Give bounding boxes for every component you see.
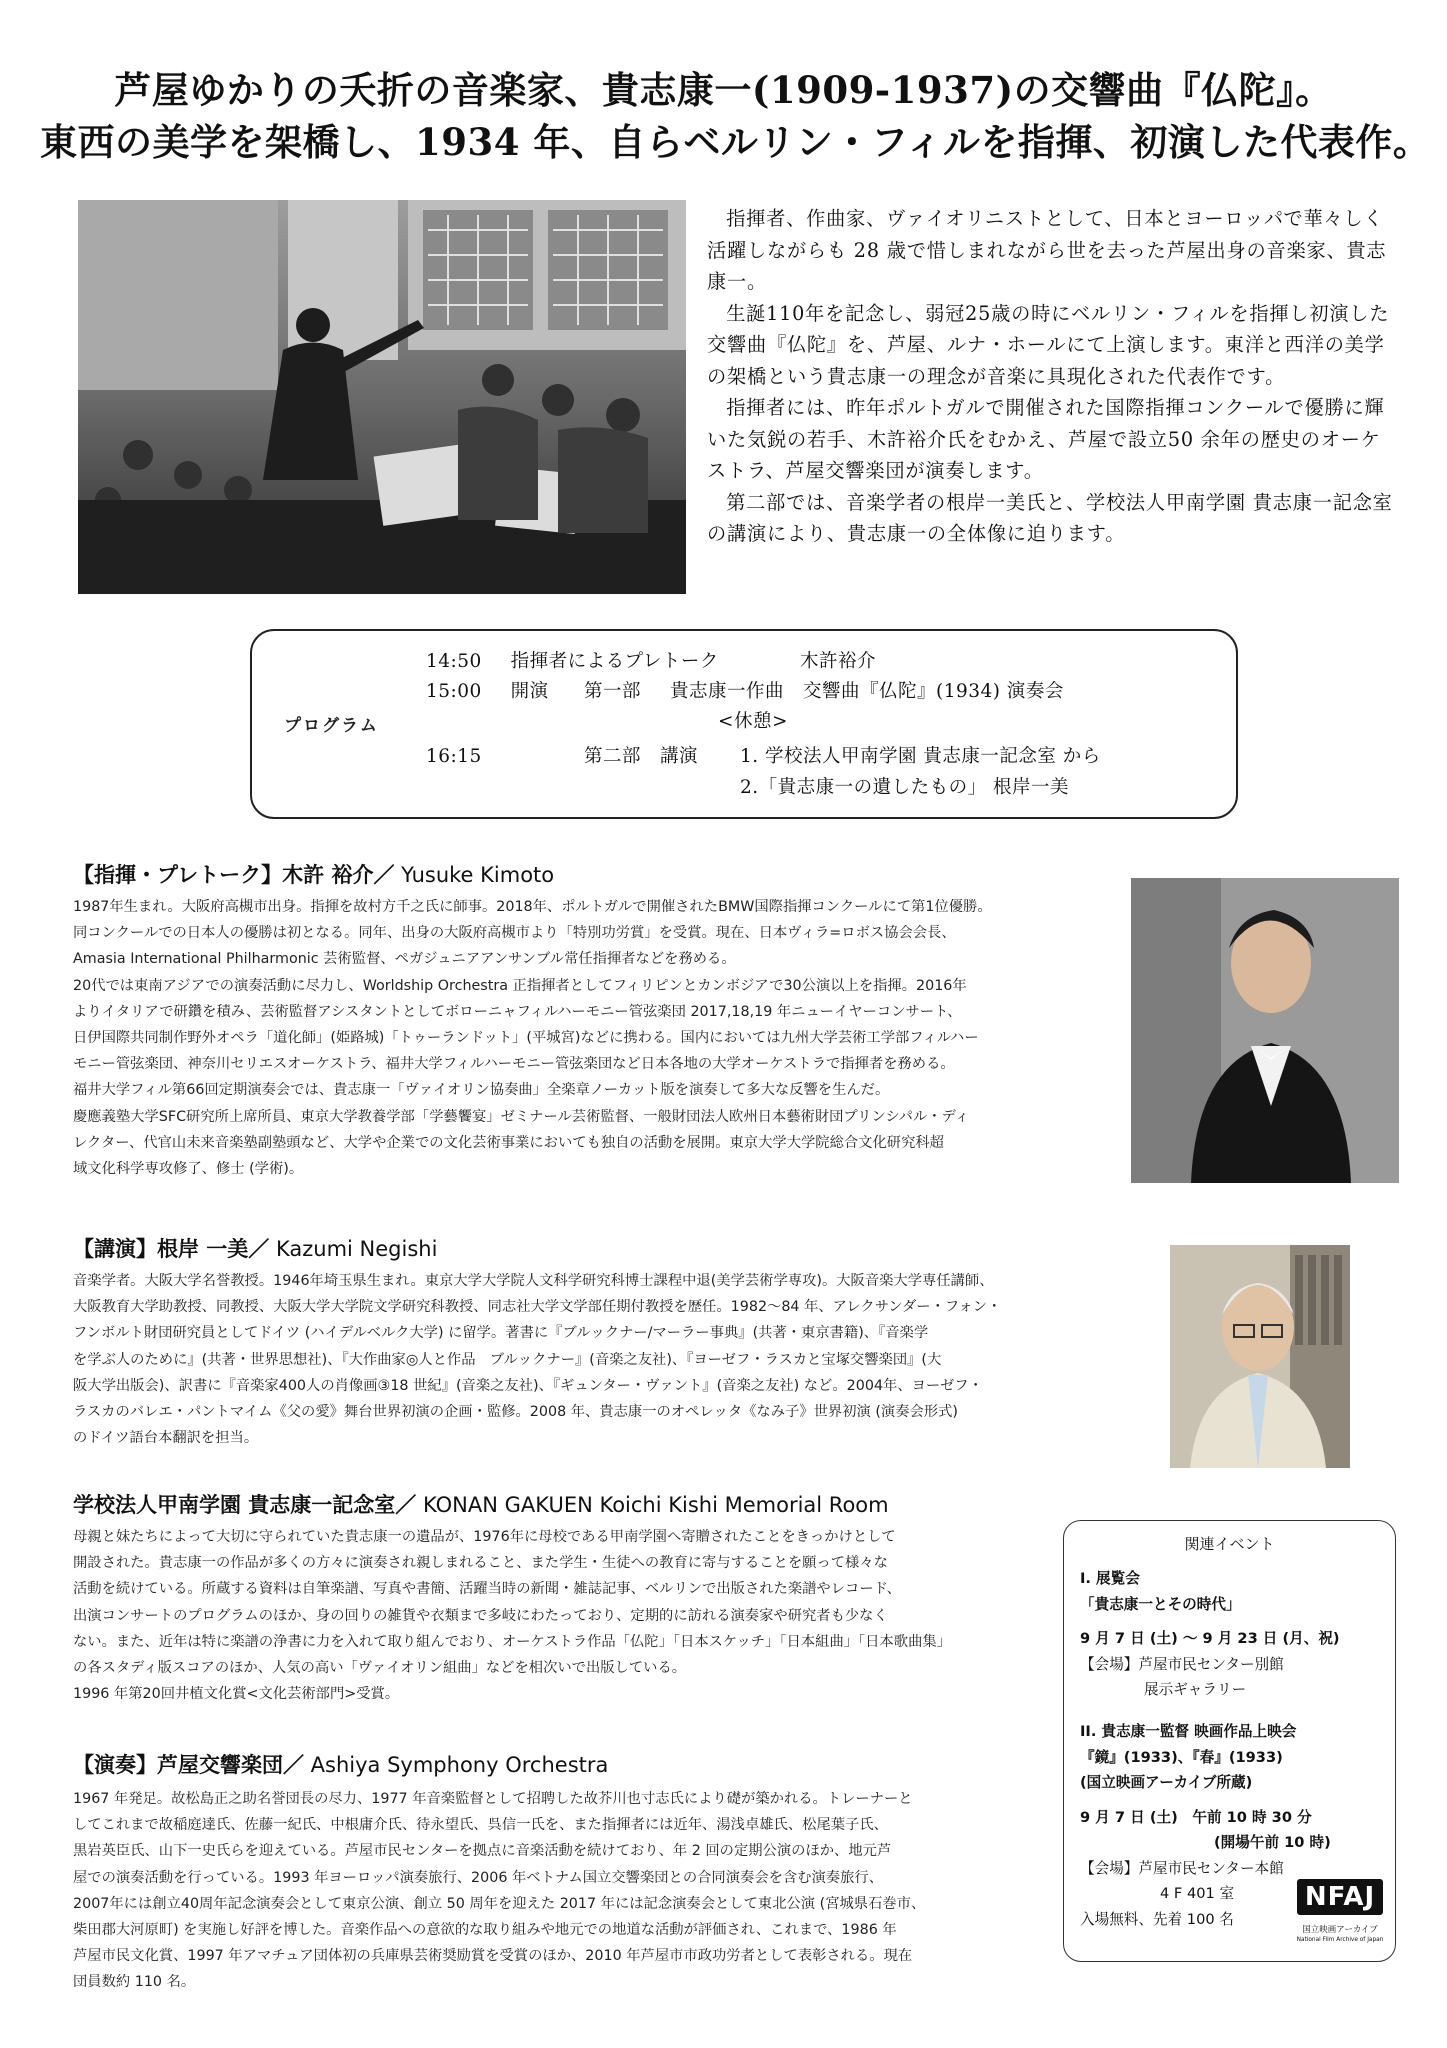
- bio-line: 大阪教育大学助教授、同教授、大阪大学大学院文学研究科教授、同志社大学文学部任期付教授を歴任。1982〜84 年、アレクサンダー・フォン・: [73, 1299, 1002, 1316]
- ashiya-title-jp: 【演奏】芦屋交響楽団／: [73, 1753, 304, 1777]
- program-row-5-detail: 2.「貴志康一の遺したもの」 根岸一美: [740, 777, 1070, 798]
- bio-line: 同コンクールでの日本人の優勝は初となる。同年、出身の大阪府高槻市より「特別功労賞」を受賞。現在、日本ヴィラ=ロボス協会会長、: [73, 925, 956, 942]
- bio-line: よりイタリアで研鑽を積み、芸術監督アシスタントとしてボローニャフィルハーモニー管弦楽団 2017,18,19 年ニューイヤーコンサート、: [73, 1003, 962, 1020]
- events-heading: 関連イベント: [1184, 1535, 1275, 1553]
- event-2-date: 9 月 7 日 (土) 午前 10 時 30 分: [1080, 1809, 1312, 1826]
- event-2-venue-room: 4 F 401 室: [1160, 1885, 1235, 1902]
- bio-line: 域文化科学専攻修了、修士 (学術)。: [73, 1161, 304, 1178]
- historic-concert-photo: [78, 200, 686, 594]
- konan-title: [73, 1489, 889, 1519]
- bio-line: 阪大学出版会)、訳書に『音楽家400人の肖像画③18 世紀』(音楽之友社)、『ギュンター・ヴァント』(音楽之友社) など。2004年、ヨーゼフ・: [73, 1377, 983, 1394]
- intro-paragraph-3: 指揮者には、昨年ポルトガルで開催された国際指揮コンクールで優勝に輝いた気鋭の若手、木許裕介氏をむかえ、芦屋で設立50 余年の歴史のオーケストラ、芦屋交響楽団が演奏します。: [707, 396, 1385, 482]
- event-2-venue: 【会場】芦屋市民センター本館: [1080, 1860, 1284, 1877]
- intro-paragraph-1: 指揮者、作曲家、ヴァイオリニストとして、日本とヨーロッパで華々しく活躍しながらも 28 歳で惜しまれながら世を去った芦屋出身の音楽家、貴志康一。: [707, 207, 1387, 293]
- program-row-1-speaker: 木許裕介: [800, 651, 877, 672]
- event-1-title: I. 展覧会: [1080, 1570, 1140, 1587]
- bio-line: 音楽学者。大阪大学名誉教授。1946年埼玉県生まれ。東京大学大学院人文科学研究科博士課程中退(美学芸術学専攻)。大阪音楽大学専任講師、: [73, 1273, 994, 1289]
- bio-line: 1996 年第20回井植文化賞<文化芸術部門>受賞。: [73, 1686, 400, 1703]
- bio-line: してこれまで故稲庭達氏、佐藤一紀氏、中根庸介氏、待永望氏、呉信一氏を、また指揮者には近年、湯浅卓雄氏、松尾葉子氏、: [73, 1817, 888, 1834]
- kimoto-title-en: Yusuke Kimoto: [394, 863, 555, 887]
- event-1-date: 9 月 7 日 (土) 〜 9 月 23 日 (月、祝): [1080, 1630, 1340, 1647]
- bio-line: 1967 年発足。故松島正之助名誉団長の尽力、1977 年音楽監督として招聘した故芥川也寸志氏により礎が築かれる。トレーナーと: [73, 1791, 913, 1807]
- nfaj-logo-jp: 国立映画アーカイブ: [1302, 1925, 1378, 1935]
- bio-line: 20代では東南アジアでの演奏活動に尽力し、Worldship Orchestra 正指揮者としてフィリピンとカンボジアで30公演以上を指揮。2016年: [73, 977, 967, 994]
- program-item: 開演: [510, 681, 549, 702]
- bio-line: 2007年には創立40周年記念演奏会として東京公演、創立 50 周年を迎えた 2017 年には記念演奏会として東北公演 (宮城県石巻市、: [73, 1895, 926, 1912]
- program-row-2-part: 第一部: [584, 681, 642, 702]
- bio-line: のドイツ語台本翻訳を担当。: [73, 1430, 259, 1447]
- ashiya-bio: [73, 1786, 1043, 1996]
- related-events-box: [1063, 1520, 1396, 1962]
- bio-line: 福井大学フィル第66回定期演奏会では、貴志康一「ヴァイオリン協奏曲」全楽章ノーカット版を演奏して多大な反響を生んだ。: [73, 1082, 890, 1099]
- program-item: 指揮者によるプレトーク: [510, 651, 719, 672]
- conductor-orchestra-illustration: [78, 200, 686, 594]
- event-1-venue-room: 展示ギャラリー: [1144, 1681, 1247, 1698]
- event-2-note: (国立映画アーカイブ所蔵): [1080, 1774, 1253, 1791]
- negishi-bio: [73, 1268, 1153, 1451]
- bio-line: 屋での演奏活動を行っている。1993 年ヨーロッパ演奏旅行、2006 年ベトナム国立交響楽団との合同演奏会を含む演奏旅行、: [73, 1869, 883, 1886]
- bio-line: ない。また、近年は特に楽譜の浄書に力を入れて取り組んでおり、オーケストラ作品「仏陀」「日本スケッチ」「日本組曲」「日本歌曲集」: [73, 1633, 951, 1650]
- kimoto-bio: [73, 894, 1113, 1182]
- intro-text: [707, 203, 1393, 550]
- event-2-fee: 入場無料、先着 100 名: [1080, 1911, 1234, 1928]
- bio-line: 母親と妹たちによって大切に守られていた貴志康一の遺品が、1976年に母校である甲南学園へ寄贈されたことをきっかけとして: [73, 1529, 896, 1545]
- event-2-open: (開場午前 10 時): [1214, 1834, 1331, 1851]
- event-1-name: 「貴志康一とその時代」: [1080, 1596, 1241, 1613]
- bio-line: 黒岩英臣氏、山下一史氏らを迎えている。芦屋市民センターを拠点に音楽活動を続けており、年 2 回の定期公演のほか、地元芦: [73, 1843, 892, 1860]
- kimoto-title-jp: 【指揮・プレトーク】木許 裕介／: [73, 863, 395, 887]
- nfaj-logo: [1297, 1879, 1383, 1957]
- headline-line-1: 芦屋ゆかりの夭折の音楽家、貴志康一(1909-1937)の交響曲『仏陀』。: [114, 68, 1333, 112]
- konan-bio: [73, 1524, 1043, 1707]
- nfaj-logo-en: National Film Archive of Japan: [1296, 1937, 1384, 1943]
- bio-line: を学ぶ人のために』(共著・世界思想社)、『大作曲家◎人と作品 ブルックナー』(音楽之友社)、『ヨーゼフ・ラスカと宝塚交響楽団』(大: [73, 1351, 942, 1368]
- program-row-2: [426, 677, 549, 707]
- bio-line: Amasia International Philharmonic 芸術監督、ペガジュニアアンサンブル常任指揮者などを務める。: [73, 951, 736, 968]
- headline-line-2: 東西の美学を架橋し、1934 年、自らベルリン・フィルを指揮、初演した代表作。: [40, 120, 1431, 164]
- bio-line: モニー管弦楽団、神奈川セリエスオーケストラ、福井大学フィルハーモニー管弦楽団など日本各地の大学オーケストラで指揮者を務める。: [73, 1056, 955, 1073]
- bio-line: 開設された。貴志康一の作品が多くの方々に演奏され親しまれること、また学生・生徒への教育に寄与することを願って様々な: [73, 1555, 888, 1572]
- nfaj-logo-mark: NFAJ: [1297, 1879, 1383, 1915]
- program-time: 14:50: [426, 651, 482, 672]
- program-intermission: <休憩>: [718, 711, 789, 732]
- kimoto-title: [73, 859, 554, 889]
- bio-line: 慶應義塾大学SFC研究所上席所員、東京大学教養学部「学藝饗宴」ゼミナール芸術監督、一般財団法人欧州日本藝術財団プリンシパル・ディ: [73, 1108, 970, 1125]
- program-box: [250, 629, 1238, 819]
- bio-line: 活動を続けている。所蔵する資料は自筆楽譜、写真や書簡、活躍当時の新聞・雑誌記事、ベルリンで出版された楽譜やレコード、: [73, 1581, 901, 1598]
- kimoto-portrait: [1131, 878, 1399, 1183]
- bio-line: 芦屋市民文化賞、1997 年アマチュア団体初の兵庫県芸術奨励賞を受賞のほか、2010 年芦屋市市政功労者として表彰される。現在: [73, 1948, 913, 1965]
- program-row-4-part: 第二部 講演: [584, 746, 699, 767]
- program-row-4-detail: 1. 学校法人甲南学園 貴志康一記念室 から: [740, 746, 1101, 767]
- intro-paragraph-4: 第二部では、音楽学者の根岸一美氏と、学校法人甲南学園 貴志康一記念室の講演により、貴志康一の全体像に迫ります。: [707, 490, 1393, 545]
- ashiya-title-en: Ashiya Symphony Orchestra: [304, 1753, 609, 1777]
- bio-line: 柴田郡大河原町) を実施し好評を博した。音楽作品への意欲的な取り組みや地元での地道な活動が評価され、これまで、1986 年: [73, 1922, 897, 1939]
- negishi-portrait-illustration: [1170, 1245, 1350, 1468]
- bio-line: レクター、代官山未来音楽塾副塾頭など、大学や企業での文化芸術事業においても独自の活動を展開。東京大学大学院総合文化研究科超: [73, 1134, 944, 1151]
- intro-paragraph-2: 生誕110年を記念し、弱冠25歳の時にベルリン・フィルを指揮し初演した交響曲『仏陀』を、芦屋、ルナ・ホールにて上演します。東洋と西洋の美学の架橋という貴志康一の理念が音楽に具現化された代表作です。: [707, 301, 1390, 388]
- bio-line: 団員数約 110 名。: [73, 1974, 196, 1991]
- konan-title-jp: 学校法人甲南学園 貴志康一記念室／: [73, 1493, 417, 1517]
- event-2-name: 『鏡』(1933)、『春』(1933): [1080, 1749, 1283, 1766]
- bio-line: フンボルト財団研究員としてドイツ (ハイデルベルク大学) に留学。著書に『ブルックナー/マーラー事典』(共著・東京書籍)、『音楽学: [73, 1325, 929, 1342]
- negishi-title-en: Kazumi Negishi: [269, 1237, 438, 1261]
- program-row-4-time: 16:15: [426, 746, 482, 767]
- program-label: プログラム: [284, 716, 379, 736]
- konan-title-en: KONAN GAKUEN Koichi Kishi Memorial Room: [416, 1493, 889, 1517]
- negishi-title-jp: 【講演】根岸 一美／: [73, 1237, 270, 1261]
- program-time: 15:00: [426, 681, 482, 702]
- bio-line: 1987年生まれ。大阪府高槻市出身。指揮を故村方千之氏に師事。2018年、ポルトガルで開催されたBMW国際指揮コンクールにて第1位優勝。: [73, 899, 992, 915]
- negishi-title: [73, 1233, 437, 1263]
- bio-line: ラスカのバレエ・パントマイム《父の愛》舞台世界初演の企画・監修。2008 年、貴志康一のオペレッタ《なみ子》世界初演 (演奏会形式): [73, 1404, 958, 1421]
- ashiya-title: [73, 1749, 608, 1779]
- event-2-title: II. 貴志康一監督 映画作品上映会: [1080, 1723, 1297, 1740]
- bio-line: 出演コンサートのプログラムのほか、身の回りの雑貨や衣類まで多岐にわたっており、定期的に訪れる演奏家や研究者も少なく: [73, 1607, 888, 1624]
- kimoto-portrait-illustration: [1131, 878, 1399, 1183]
- negishi-portrait: [1170, 1245, 1350, 1468]
- bio-line: の各スタディ版スコアのほか、人気の高い「ヴァイオリン組曲」などを相次いで出版している。: [73, 1660, 687, 1677]
- program-row-2-detail: 貴志康一作曲 交響曲『仏陀』(1934) 演奏会: [670, 681, 1064, 702]
- bio-line: 日伊国際共同制作野外オペラ「道化師」(姫路城)「トゥーランドット」(平城宮)などに携わる。国内においては九州大学芸術工学部フィルハー: [73, 1030, 979, 1047]
- program-row-1: [426, 647, 719, 677]
- event-1-venue: 【会場】芦屋市民センター別館: [1080, 1656, 1284, 1673]
